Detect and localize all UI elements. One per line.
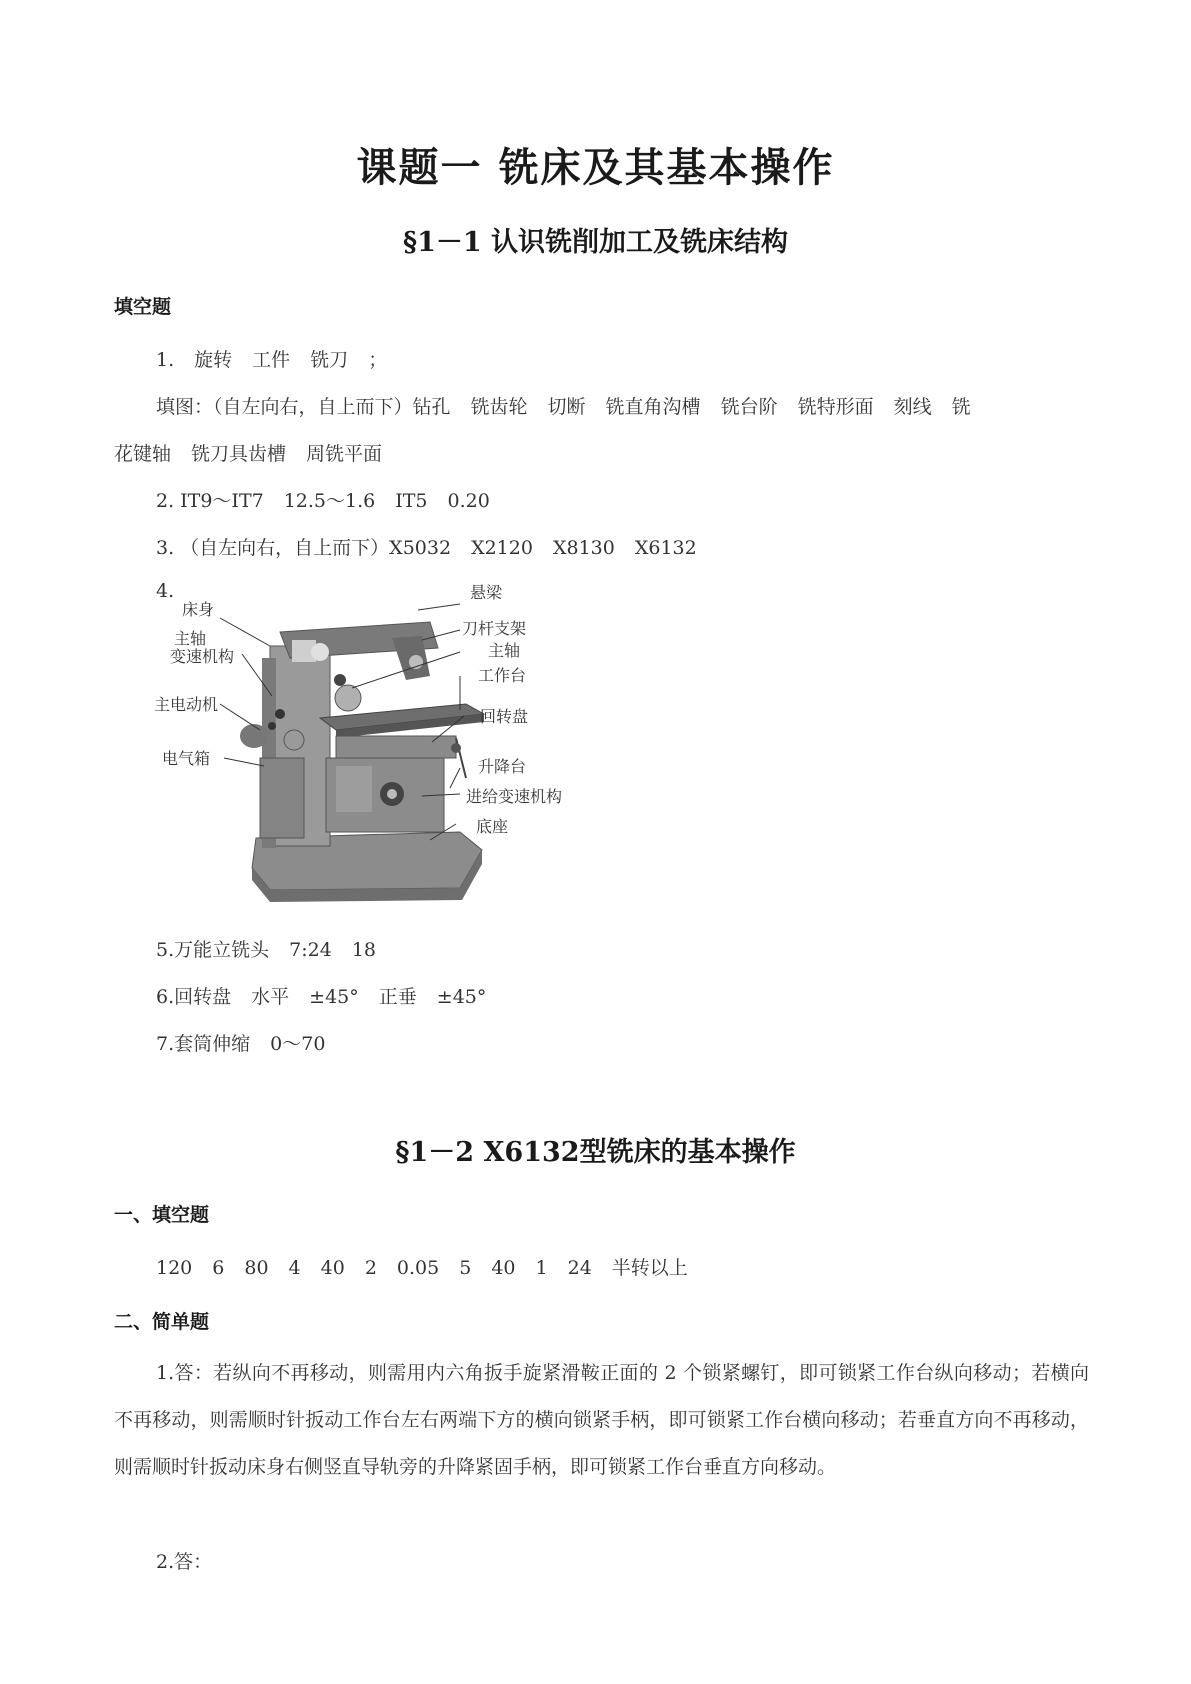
label-spindle-gear-1: 主轴 <box>174 629 207 648</box>
answer-1: 1. 旋转 工件 铣刀 ； <box>156 349 388 371</box>
label-knee: 升降台 <box>478 757 527 776</box>
label-main-motor: 主电动机 <box>154 695 219 714</box>
section-1-heading: 填空题 <box>114 296 172 318</box>
answer-2-label: 2.答： <box>156 1551 213 1573</box>
label-bed: 床身 <box>182 600 215 619</box>
answer-3: 3. （自左向右，自上而下）X5032 X2120 X8130 X6132 <box>156 537 697 559</box>
fill-values-line: 120 6 80 4 40 2 0.05 5 40 1 24 半转以上 <box>156 1257 688 1279</box>
answer-5: 5.万能立铣头 7:24 18 <box>156 939 376 961</box>
label-feed-gear: 进给变速机构 <box>466 787 563 806</box>
fill-figure-line-1: 填图：（自左向右，自上而下）钻孔 铣齿轮 切断 铣直角沟槽 铣台阶 铣特形面 刻线 铣 <box>156 396 971 418</box>
section-2-heading-short: 二、简单题 <box>114 1311 210 1333</box>
section-2-heading-fill: 一、填空题 <box>114 1204 210 1226</box>
label-table: 工作台 <box>478 666 527 685</box>
milling-machine-diagram <box>154 583 620 910</box>
label-spindle-gear-2: 变速机构 <box>170 647 235 666</box>
section-1-title: §1－1 认识铣削加工及铣床结构 <box>402 227 789 258</box>
fill-figure-line-2: 花键轴 铣刀具齿槽 周铣平面 <box>114 443 383 465</box>
label-base: 底座 <box>476 817 509 836</box>
milling-machine-illustration <box>240 622 484 902</box>
chapter-title: 课题一 铣床及其基本操作 <box>356 145 835 191</box>
label-arbor-support: 刀杆支架 <box>462 619 527 638</box>
label-spindle: 主轴 <box>488 641 521 660</box>
label-overarm: 悬梁 <box>470 583 503 602</box>
answer-7: 7.套筒伸缩 0～70 <box>156 1033 326 1055</box>
answer-6: 6.回转盘 水平 ±45° 正垂 ±45° <box>156 986 487 1008</box>
answer-paragraph-1: 1.答：若纵向不再移动，则需用内六角扳手旋紧滑鞍正面的 2 个锁紧螺钉，即可锁紧工作台纵向移动；若横向不再移动，则需顺时针扳动工作台左右两端下方的横向锁紧手柄，即可锁紧工作台横向移动；若垂直方向不再移动，则需顺时针扳动床身右侧竖直导轨旁的升降紧固手柄，即可锁紧工作台垂直方向移动。 <box>114 1362 1089 1478</box>
label-swivel: 回转盘 <box>480 707 529 726</box>
answer-2: 2. IT9～IT7 12.5～1.6 IT5 0.20 <box>156 490 490 512</box>
label-electric-box: 电气箱 <box>162 749 211 768</box>
answer-4-label: 4. <box>156 580 175 602</box>
section-2-title: §1－2 X6132型铣床的基本操作 <box>395 1137 796 1168</box>
